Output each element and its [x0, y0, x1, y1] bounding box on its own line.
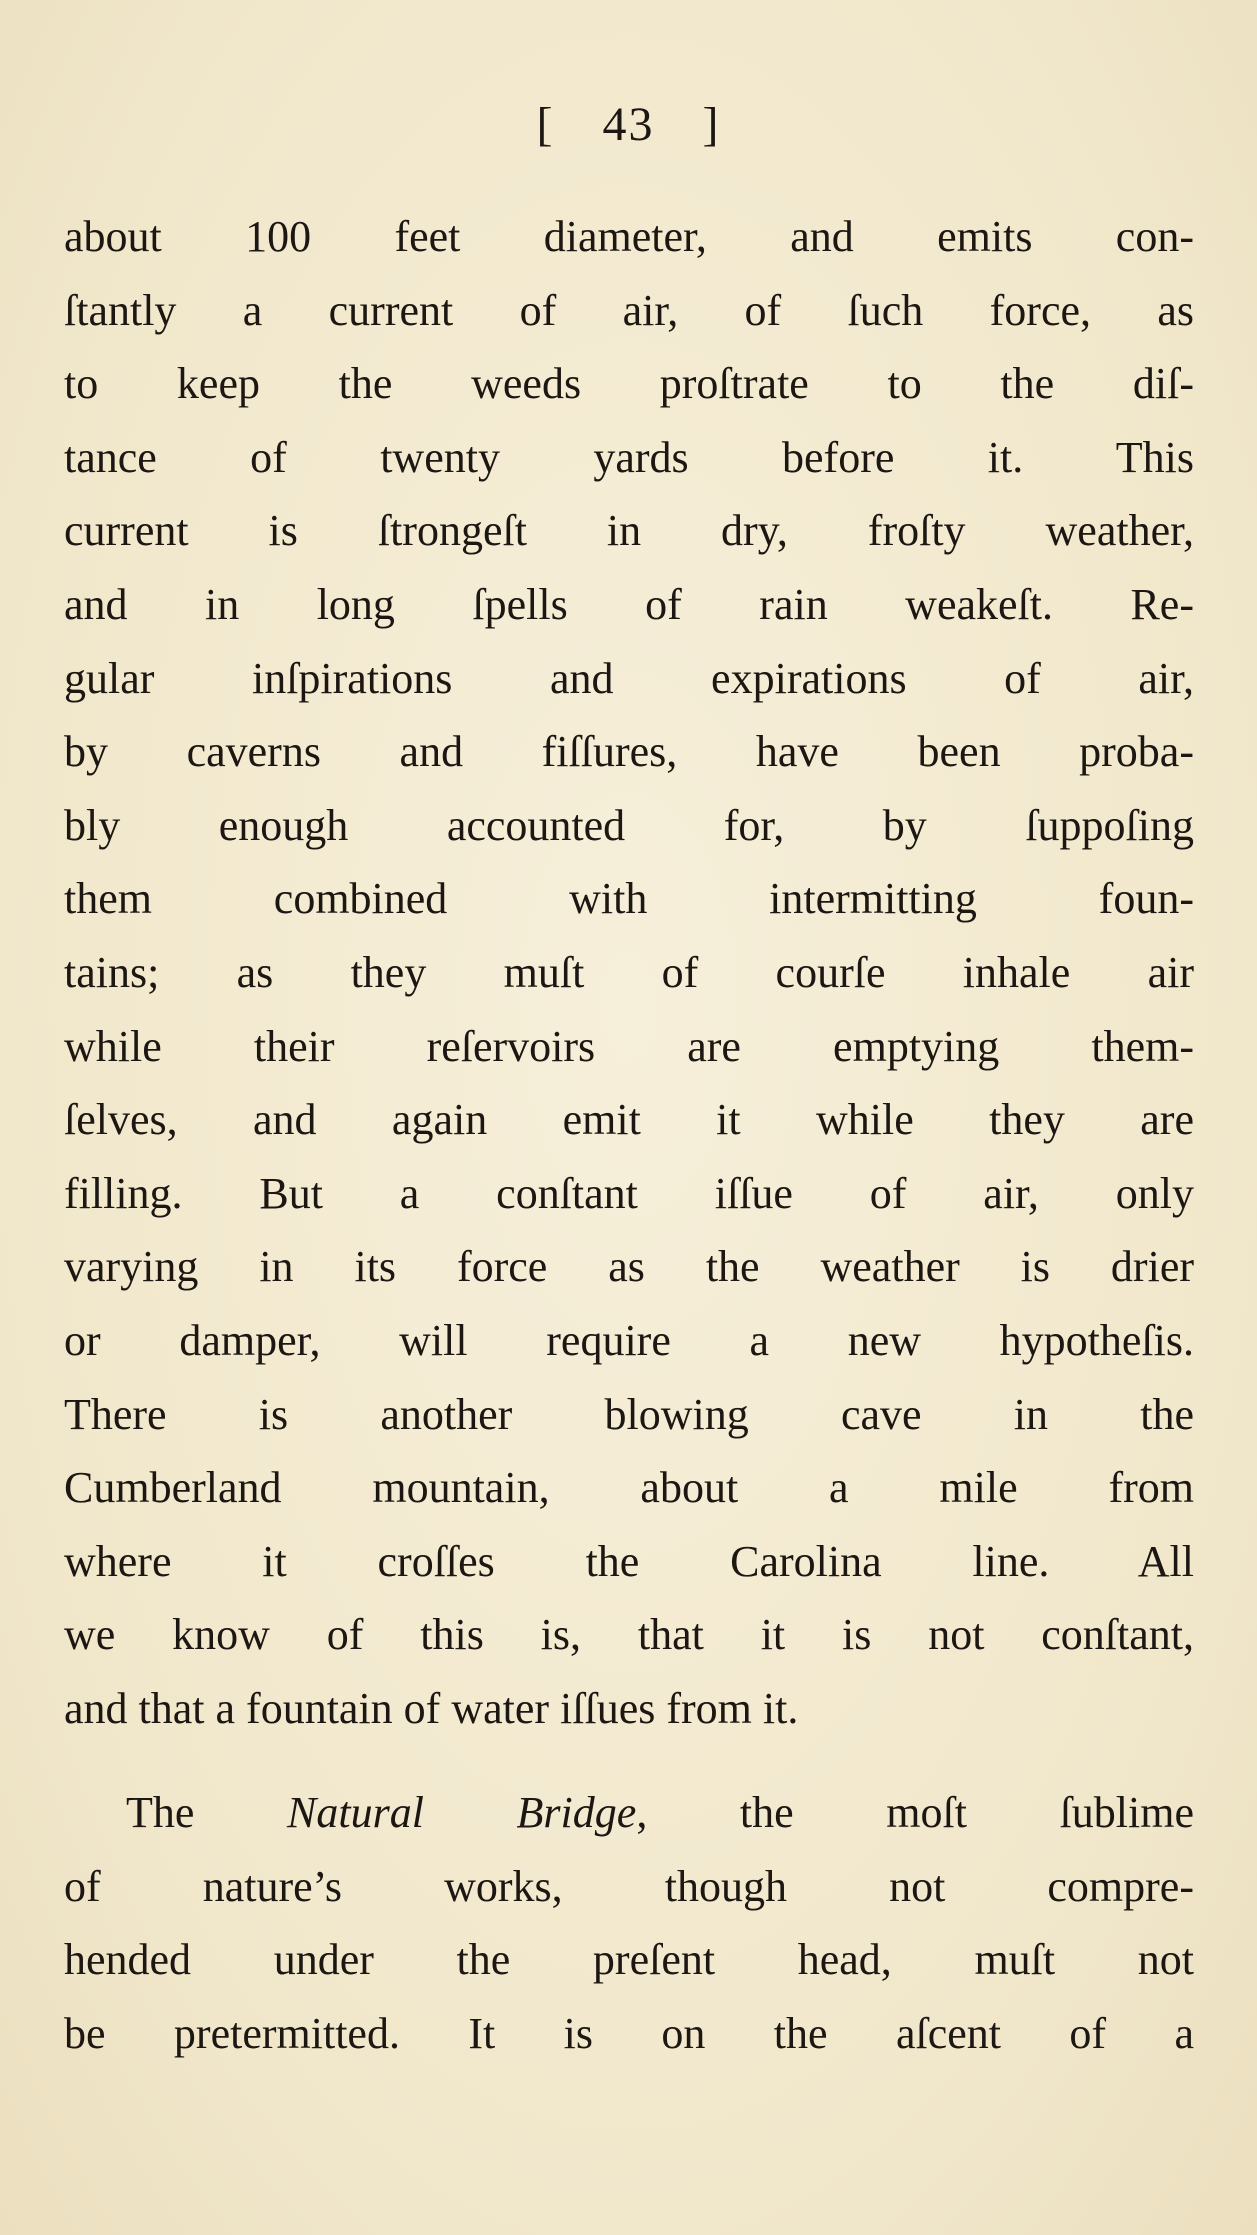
text-line: where it croſſes the Carolina line. All — [64, 1536, 1194, 1586]
text-line: while their reſervoirs are emptying them- — [64, 1021, 1194, 1071]
text-line: we know of this is, that it is not conſtant, — [64, 1610, 1194, 1660]
text-line: Cumberland mountain, about a mile from — [64, 1463, 1194, 1513]
text-line-first — [64, 1776, 1194, 1850]
text-line: by caverns and fiſſures, have been proba- — [64, 727, 1194, 777]
text-line: current is ſtrongeſt in dry, froſty weather, — [64, 506, 1194, 556]
text-line: about 100 feet diameter, and emits con- — [64, 212, 1194, 261]
text-fragment: , the moſt ſublime — [636, 1788, 1194, 1837]
text-line: ſelves, and again emit it while they are — [64, 1095, 1194, 1145]
close-bracket: ] — [702, 98, 721, 151]
italic-title: Natural Bridge — [287, 1788, 637, 1837]
text-line: be pretermitted. It is on the aſcent of a — [64, 2008, 1194, 2058]
text-line: tains; as they muſt of courſe inhale air — [64, 947, 1194, 997]
text-line: filling. But a conſtant iſſue of air, only — [64, 1168, 1194, 1218]
page-number: 43 — [602, 98, 655, 151]
text-line: to keep the weeds proſtrate to the diſ- — [64, 359, 1194, 409]
page-number-header — [0, 95, 1257, 155]
text-line: hended under the preſent head, muſt not — [64, 1935, 1194, 1985]
text-line: bly enough accounted for, by ſuppoſing — [64, 800, 1194, 850]
text-line: There is another blowing cave in the — [64, 1389, 1194, 1439]
paragraph-natural-bridge — [64, 1776, 1194, 2070]
open-bracket: [ — [536, 98, 555, 151]
text-line: them combined with intermitting foun- — [64, 874, 1194, 924]
paragraph-blowing-caves — [64, 200, 1194, 1745]
text-line: or damper, will require a new hypotheſis. — [64, 1315, 1194, 1365]
text-fragment: The — [126, 1788, 195, 1837]
text-line: ſtantly a current of air, of ſuch force, as — [64, 285, 1194, 335]
text-line: and that a fountain of water iſſues from it. — [64, 1683, 799, 1733]
text-line: varying in its force as the weather is drier — [64, 1242, 1194, 1292]
text-line: and in long ſpells of rain weakeſt. Re- — [64, 579, 1194, 629]
text-line: of nature’s works, though not compre- — [64, 1861, 1194, 1911]
text-line: gular inſpirations and expirations of air, — [64, 653, 1194, 703]
text-line: tance of twenty yards before it. This — [64, 432, 1194, 482]
